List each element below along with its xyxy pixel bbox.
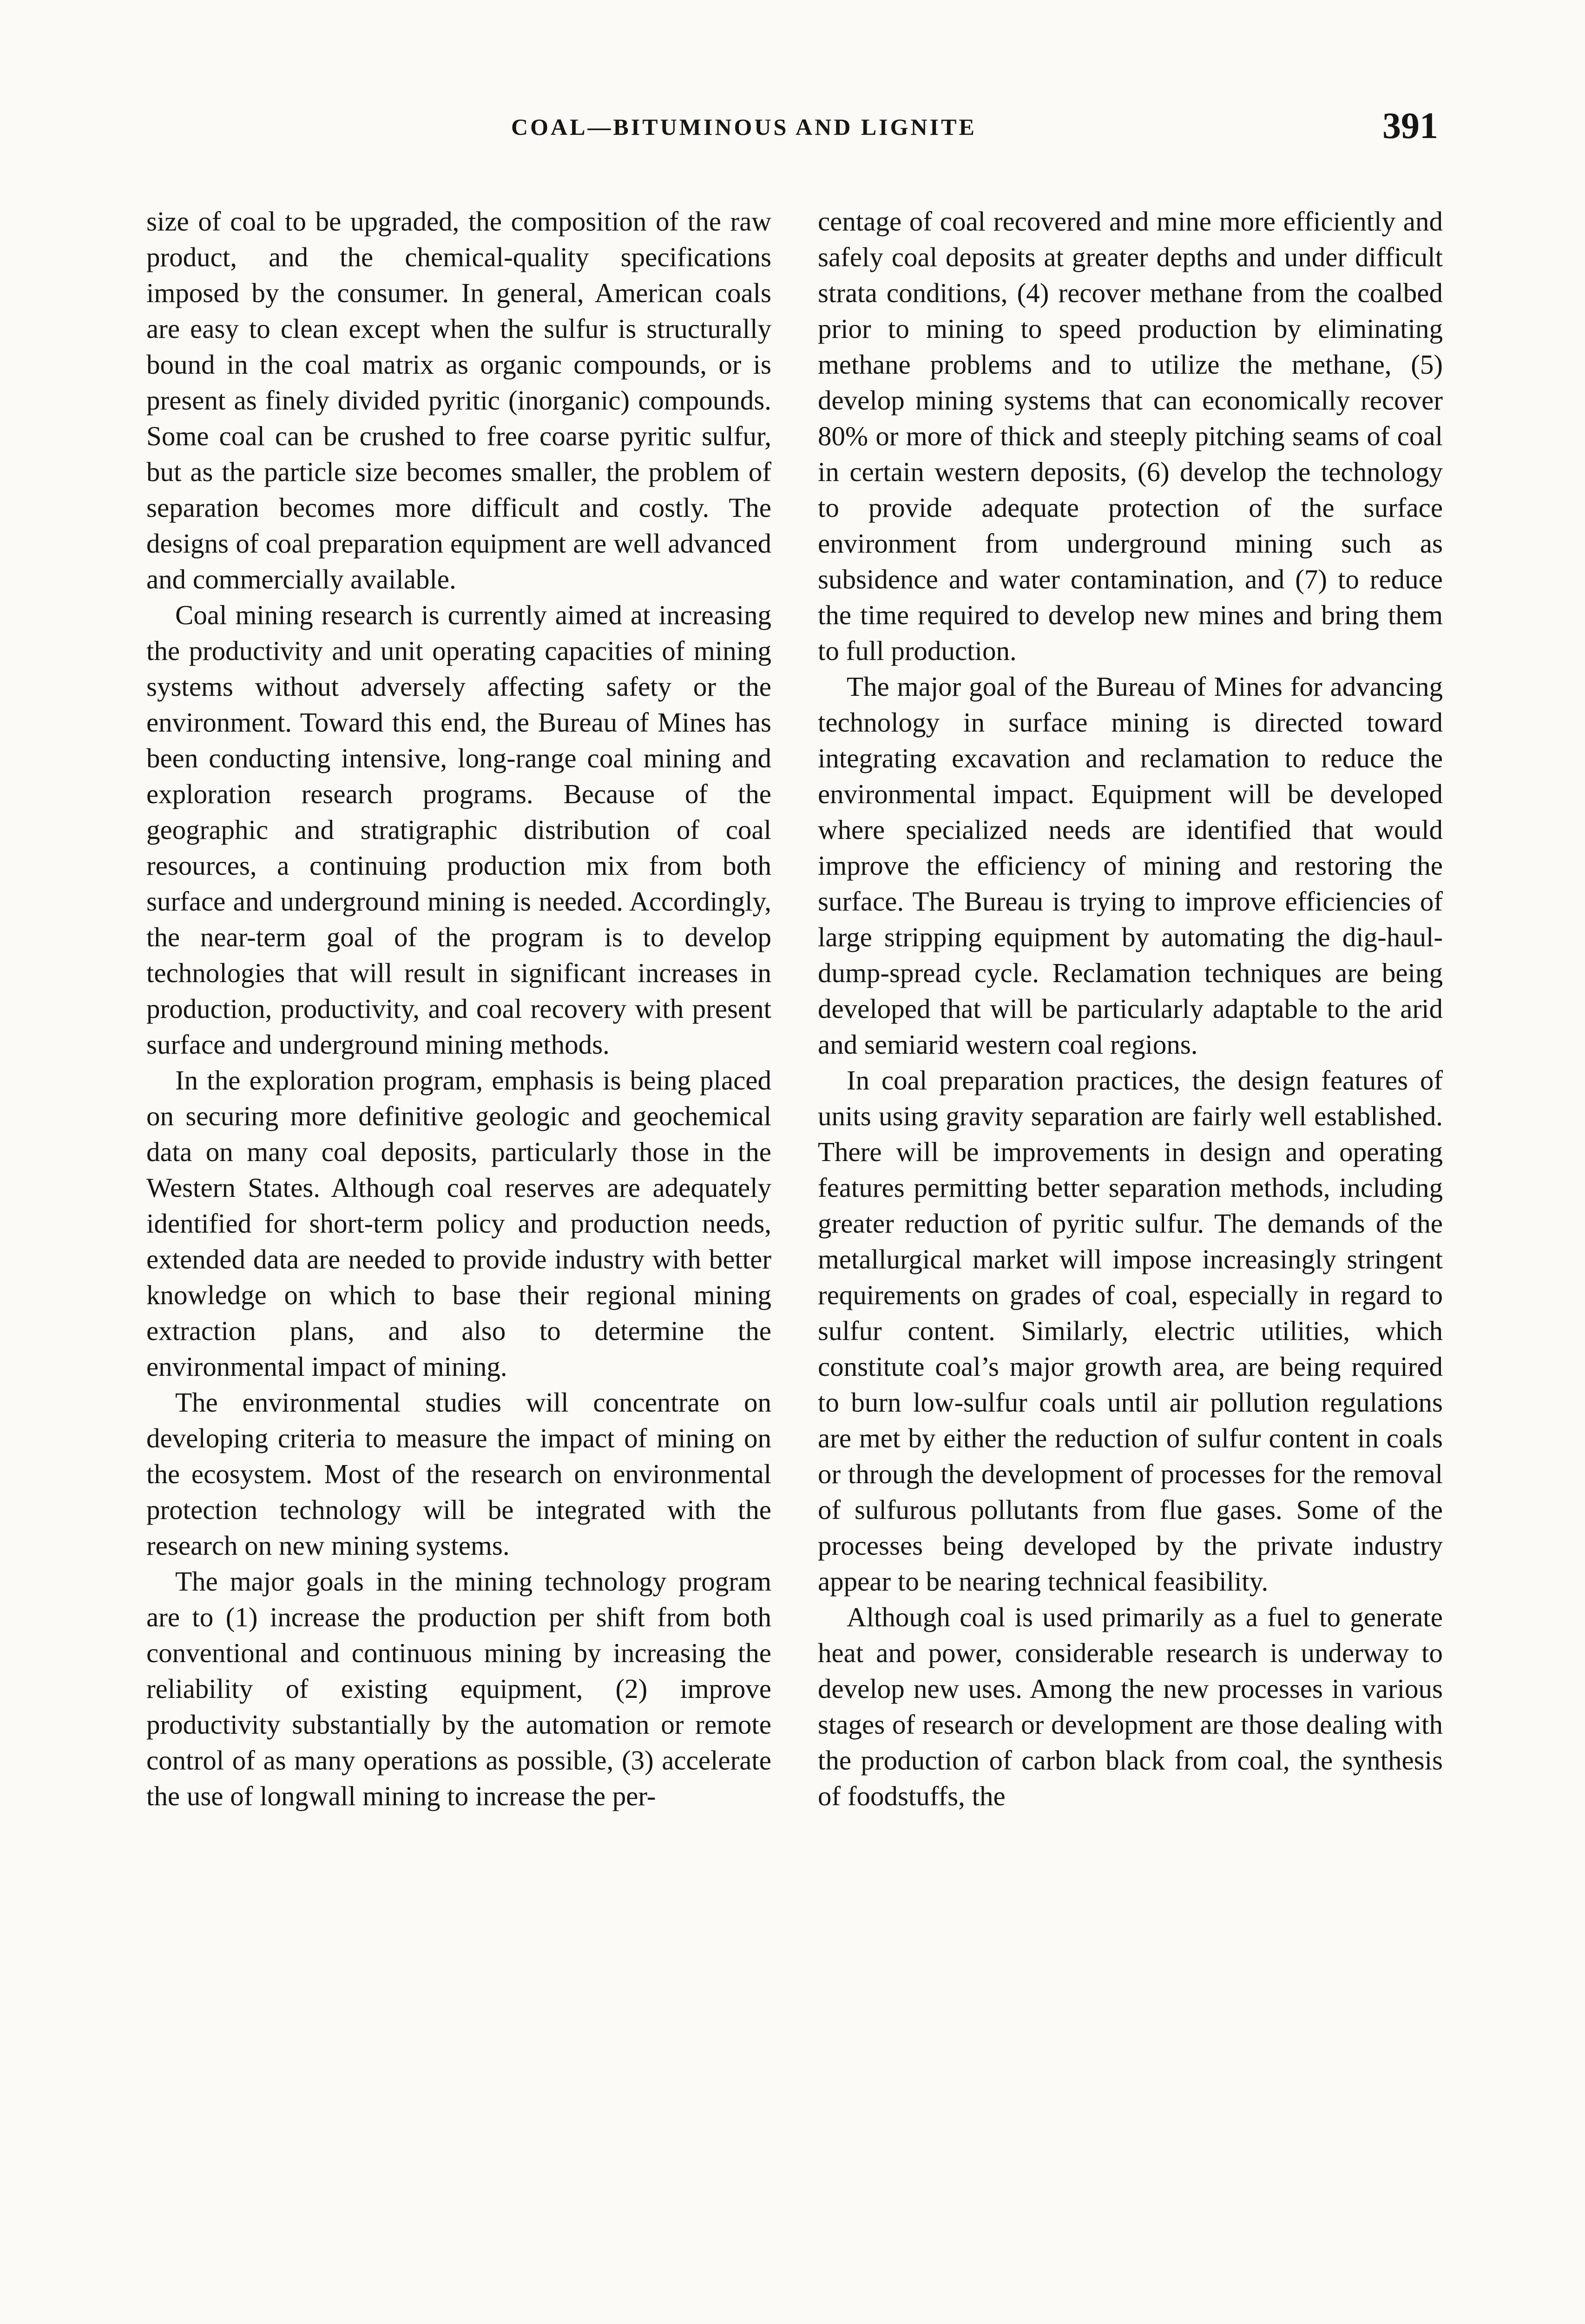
- right-column: [818, 204, 1443, 1814]
- paragraph: size of coal to be upgraded, the composition of the raw product, and the chemical-quality specifications imposed by the consumer. In general, American coals are easy to clean except when the sulfur is structurally bound in the coal matrix as organic compounds, or is present as finely divided pyritic (inorganic) compounds. Some coal can be crushed to free coarse pyritic sulfur, but as the particle size becomes smaller, the problem of separation becomes more difficult and costly. The designs of coal preparation equipment are well advanced and commercially available.: [146, 206, 771, 594]
- paragraph: In the exploration program, emphasis is being placed on securing more definitive geologic and geochemical data on many coal deposits, particularly those in the Western States. Although coal reserves are adequately identified for short-term policy and production needs, extended data are needed to provide industry with better knowledge on which to base their regional mining extraction plans, and also to determine the environmental impact of mining.: [146, 1065, 771, 1382]
- page-number: 391: [1382, 106, 1438, 146]
- paragraph: The major goal of the Bureau of Mines for advancing technology in surface mining is directed toward integrating excavation and reclamation to reduce the environmental impact. Equipment will be developed where specialized needs are identified that would improve the efficiency of mining and restoring the surface. The Bureau is trying to improve efficiencies of large stripping equipment by automating the dig-haul-dump-spread cycle. Reclamation techniques are being developed that will be particularly adaptable to the arid and semiarid western coal regions.: [818, 671, 1443, 1060]
- paragraph: The environmental studies will concentrate on developing criteria to measure the impact of mining on the ecosystem. Most of the research on environmental protection technology will be integrated with the research on new mining systems.: [146, 1387, 771, 1561]
- paragraph: centage of coal recovered and mine more efficiently and safely coal deposits at greater depths and under difficult strata conditions, (4) recover methane from the coalbed prior to mining to speed production by eliminating methane problems and to utilize the methane, (5) develop mining systems that can economically recover 80% or more of thick and steeply pitching seams of coal in certain western deposits, (6) develop the technology to provide adequate protection of the surface environment from underground mining such as subsidence and water contamination, and (7) to reduce the time required to develop new mines and bring them to full production.: [818, 206, 1443, 666]
- paragraph: Although coal is used primarily as a fuel to generate heat and power, considerable research is underway to develop new uses. Among the new processes in various stages of research or development are those dealing with the production of carbon black from coal, the synthesis of foodstuffs, the: [818, 1602, 1443, 1811]
- paragraph: In coal preparation practices, the design features of units using gravity separation are fairly well established. There will be improvements in design and operating features permitting better separation methods, including greater reduction of pyritic sulfur. The demands of the metallurgical market will impose increasingly stringent requirements on grades of coal, especially in regard to sulfur content. Similarly, electric utilities, which constitute coal’s major growth area, are being required to burn low-sulfur coals until air pollution regulations are met by either the reduction of sulfur content in coals or through the development of processes for the removal of sulfurous pollutants from flue gases. Some of the processes being developed by the private industry appear to be nearing technical feasibility.: [818, 1065, 1443, 1597]
- left-column: [146, 204, 771, 1814]
- paragraph: Coal mining research is currently aimed at increasing the productivity and unit operating capacities of mining systems without adversely affecting safety or the environment. Toward this end, the Bureau of Mines has been conducting intensive, long-range coal mining and exploration research programs. Because of the geographic and stratigraphic distribution of coal resources, a continuing production mix from both surface and underground mining is needed. Accordingly, the near-term goal of the program is to develop technologies that will result in significant increases in production, productivity, and coal recovery with present surface and underground mining methods.: [146, 600, 771, 1060]
- running-title: COAL—BITUMINOUS AND LIGNITE: [511, 114, 977, 140]
- paragraph: The major goals in the mining technology program are to (1) increase the production per shift from both conventional and continuous mining by increasing the reliability of existing equipment, (2) improve productivity substantially by the automation or remote control of as many operations as possible, (3) accelerate the use of longwall mining to increase the per-: [146, 1566, 771, 1811]
